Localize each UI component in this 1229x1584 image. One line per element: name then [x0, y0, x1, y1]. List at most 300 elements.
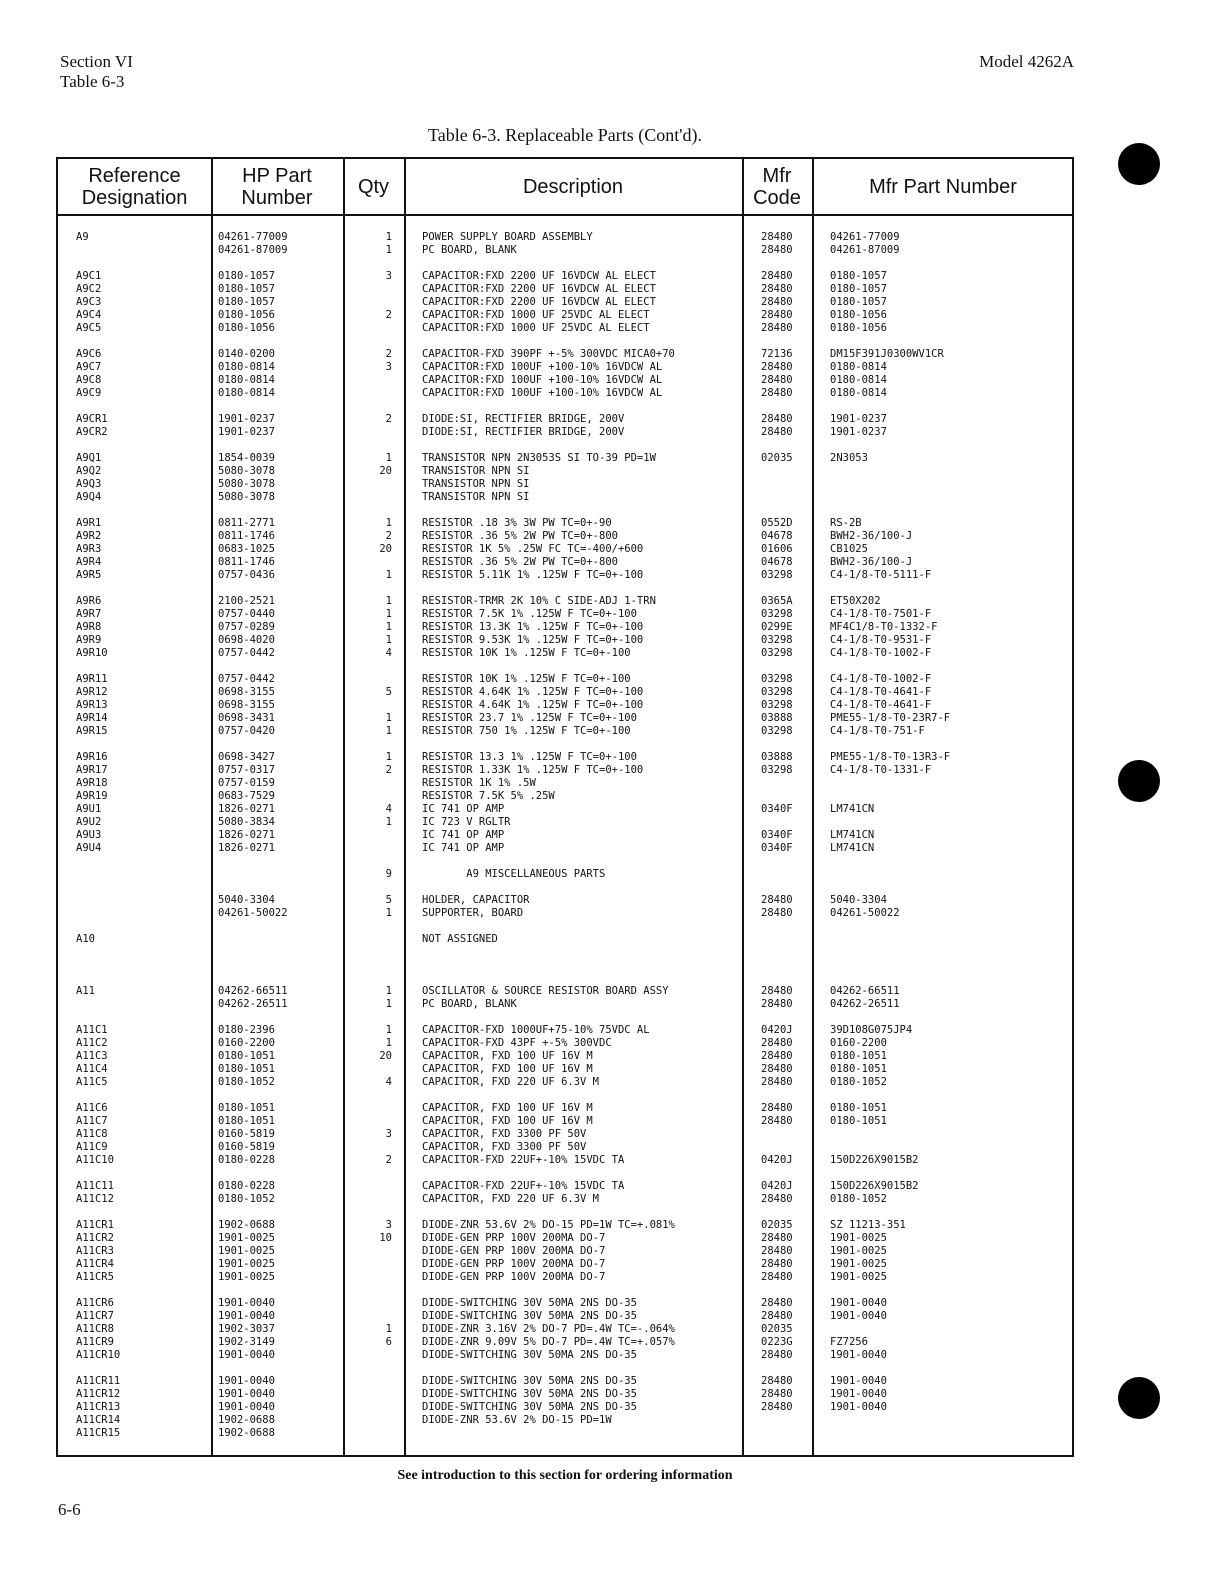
ref-designation: A9R16	[76, 751, 108, 763]
description: CAPACITOR, FXD 100 UF 16V M	[422, 1050, 593, 1062]
table-row	[58, 1037, 1072, 1050]
description: DIODE-ZNR 53.6V 2% DO-15 PD=1W	[422, 1414, 612, 1426]
table-row	[58, 231, 1072, 244]
mfr-part-number: 1901-0040	[830, 1310, 887, 1322]
table-row	[58, 673, 1072, 686]
mfr-code: 0223G	[761, 1336, 793, 1348]
description: IC 741 OP AMP	[422, 842, 505, 854]
description: DIODE-ZNR 9.09V 5% DO-7 PD=.4W TC=+.057%	[422, 1336, 675, 1348]
hp-part-number: 04261-50022	[218, 907, 288, 919]
mfr-code: 01606	[761, 543, 793, 555]
group-spacer	[58, 1011, 1072, 1024]
hp-part-number: 0698-3427	[218, 751, 275, 763]
mfr-part-number: 04261-87009	[830, 244, 900, 256]
group-spacer	[58, 257, 1072, 270]
table-row	[58, 569, 1072, 582]
ref-designation: A11C2	[76, 1037, 108, 1049]
description: DIODE-GEN PRP 100V 200MA DO-7	[422, 1232, 606, 1244]
hp-part-number: 0757-0159	[218, 777, 275, 789]
ref-designation: A9U2	[76, 816, 102, 828]
hp-part-number: 0180-1056	[218, 309, 275, 321]
table-row	[58, 426, 1072, 439]
description: CAPACITOR:FXD 2200 UF 16VDCW AL ELECT	[422, 283, 656, 295]
ref-designation: A11C6	[76, 1102, 108, 1114]
description: POWER SUPPLY BOARD ASSEMBLY	[422, 231, 593, 243]
mfr-code: 03298	[761, 725, 793, 737]
table-row	[58, 764, 1072, 777]
hp-part-number: 1826-0271	[218, 803, 275, 815]
description: DIODE-SWITCHING 30V 50MA 2NS DO-35	[422, 1375, 637, 1387]
mfr-part-number: C4-1/8-T0-7501-F	[830, 608, 932, 620]
table-row	[58, 1297, 1072, 1310]
mfr-part-number: 0180-1057	[830, 270, 887, 282]
hp-part-number: 1901-0040	[218, 1297, 275, 1309]
table-body	[58, 231, 1072, 1440]
ref-designation: A9CR1	[76, 413, 108, 425]
ref-designation: A11CR2	[76, 1232, 114, 1244]
mfr-part-number: 1901-0237	[830, 413, 887, 425]
hp-part-number: 1902-0688	[218, 1427, 275, 1439]
ref-designation: A9Q3	[76, 478, 102, 490]
description: RESISTOR .18 3% 3W PW TC=0+-90	[422, 517, 612, 529]
mfr-part-number: 1901-0040	[830, 1375, 887, 1387]
table-row	[58, 777, 1072, 790]
qty: 1	[385, 998, 392, 1010]
description: RESISTOR .36 5% 2W PW TC=0+-800	[422, 556, 618, 568]
mfr-code: 28480	[761, 985, 793, 997]
table-row	[58, 1401, 1072, 1414]
mfr-part-number: C4-1/8-T0-1002-F	[830, 647, 932, 659]
qty: 1	[385, 595, 392, 607]
mfr-part-number: 0180-0814	[830, 374, 887, 386]
mfr-code: 0420J	[761, 1154, 793, 1166]
ref-designation: A9CR2	[76, 426, 108, 438]
qty: 1	[385, 1323, 392, 1335]
description: CAPACITOR-FXD 43PF +-5% 300VDC	[422, 1037, 612, 1049]
hp-part-number: 0180-1051	[218, 1063, 275, 1075]
description: HOLDER, CAPACITOR	[422, 894, 530, 906]
mfr-code: 02035	[761, 1323, 793, 1335]
table-row	[58, 374, 1072, 387]
table-row	[58, 322, 1072, 335]
mfr-part-number: C4-1/8-T0-1331-F	[830, 764, 932, 776]
qty: 1	[385, 621, 392, 633]
description: CAPACITOR-FXD 1000UF+75-10% 75VDC AL	[422, 1024, 650, 1036]
mfr-part-number: C4-1/8-T0-4641-F	[830, 699, 932, 711]
description: CAPACITOR, FXD 220 UF 6.3V M	[422, 1076, 600, 1088]
mfr-code: 28480	[761, 1258, 793, 1270]
ref-designation: A9R5	[76, 569, 102, 581]
description: CAPACITOR-FXD 22UF+-10% 15VDC TA	[422, 1154, 625, 1166]
hp-part-number: 0757-0420	[218, 725, 275, 737]
mfr-part-number: FZ7256	[830, 1336, 868, 1348]
header-divider	[58, 214, 1072, 216]
mfr-part-number: ET50X202	[830, 595, 881, 607]
ref-designation: A9R9	[76, 634, 102, 646]
mfr-part-number: 0180-1051	[830, 1063, 887, 1075]
ref-designation: A11C3	[76, 1050, 108, 1062]
description: IC 741 OP AMP	[422, 829, 505, 841]
ref-designation: A11C8	[76, 1128, 108, 1140]
hp-part-number: 5080-3078	[218, 465, 275, 477]
hp-part-number: 1854-0039	[218, 452, 275, 464]
punch-hole	[1118, 1377, 1160, 1419]
table-row	[58, 699, 1072, 712]
mfr-part-number: 04261-77009	[830, 231, 900, 243]
hp-part-number: 5080-3834	[218, 816, 275, 828]
description: CAPACITOR:FXD 100UF +100-10% 16VDCW AL	[422, 361, 663, 373]
mfr-part-number: LM741CN	[830, 829, 875, 841]
table-row	[58, 816, 1072, 829]
mfr-code: 0365A	[761, 595, 793, 607]
table-row	[58, 894, 1072, 907]
description: CAPACITOR, FXD 3300 PF 50V	[422, 1141, 587, 1153]
description: DIODE-SWITCHING 30V 50MA 2NS DO-35	[422, 1388, 637, 1400]
description: DIODE-GEN PRP 100V 200MA DO-7	[422, 1245, 606, 1257]
hp-part-number: 0757-0442	[218, 673, 275, 685]
table-row	[58, 1050, 1072, 1063]
description: RESISTOR 1K 1% .5W	[422, 777, 536, 789]
mfr-part-number: 0180-0814	[830, 361, 887, 373]
hp-part-number: 0698-3155	[218, 686, 275, 698]
mfr-part-number: 04262-66511	[830, 985, 900, 997]
mfr-part-number: 1901-0237	[830, 426, 887, 438]
ref-designation: A11CR6	[76, 1297, 114, 1309]
table-row	[58, 1102, 1072, 1115]
ref-designation: A9C5	[76, 322, 102, 334]
group-spacer	[58, 972, 1072, 985]
table-row	[58, 907, 1072, 920]
table-row	[58, 1115, 1072, 1128]
table-row	[58, 621, 1072, 634]
description: TRANSISTOR NPN SI	[422, 491, 530, 503]
hp-part-number: 0180-2396	[218, 1024, 275, 1036]
mfr-part-number: 0160-2200	[830, 1037, 887, 1049]
group-spacer	[58, 1206, 1072, 1219]
group-spacer	[58, 400, 1072, 413]
description: RESISTOR .36 5% 2W PW TC=0+-800	[422, 530, 618, 542]
mfr-part-number: 0180-1051	[830, 1050, 887, 1062]
table-row	[58, 842, 1072, 855]
page-header-left	[60, 52, 133, 92]
group-spacer	[58, 1362, 1072, 1375]
description: PC BOARD, BLANK	[422, 998, 517, 1010]
mfr-part-number: 04262-26511	[830, 998, 900, 1010]
mfr-part-number: 0180-1051	[830, 1102, 887, 1114]
table-row	[58, 1128, 1072, 1141]
hp-part-number: 1901-0025	[218, 1245, 275, 1257]
table-row	[58, 1271, 1072, 1284]
hp-part-number: 1901-0025	[218, 1258, 275, 1270]
description: RESISTOR 4.64K 1% .125W F TC=0+-100	[422, 699, 644, 711]
table-row	[58, 1219, 1072, 1232]
group-spacer	[58, 582, 1072, 595]
ref-designation: A9Q2	[76, 465, 102, 477]
mfr-code: 28480	[761, 1076, 793, 1088]
group-spacer	[58, 946, 1072, 959]
ref-designation: A9R11	[76, 673, 108, 685]
table-row	[58, 244, 1072, 257]
mfr-code: 03298	[761, 673, 793, 685]
mfr-part-number: C4-1/8-T0-5111-F	[830, 569, 932, 581]
table-row	[58, 413, 1072, 426]
ref-designation: A11C12	[76, 1193, 114, 1205]
ref-designation: A9R7	[76, 608, 102, 620]
qty: 1	[385, 725, 392, 737]
table-reference: Table 6-3	[60, 72, 125, 91]
table-row	[58, 309, 1072, 322]
hp-part-number: 04262-66511	[218, 985, 288, 997]
table-row	[58, 790, 1072, 803]
table-row	[58, 348, 1072, 361]
description: CAPACITOR-FXD 390PF +-5% 300VDC MICA0+70	[422, 348, 675, 360]
table-row	[58, 751, 1072, 764]
mfr-part-number: C4-1/8-T0-4641-F	[830, 686, 932, 698]
hp-part-number: 0160-2200	[218, 1037, 275, 1049]
description: RESISTOR 13.3K 1% .125W F TC=0+-100	[422, 621, 644, 633]
hp-part-number: 1902-0688	[218, 1414, 275, 1426]
table-row	[58, 1245, 1072, 1258]
ref-designation: A9C3	[76, 296, 102, 308]
mfr-part-number: RS-2B	[830, 517, 862, 529]
description: DIODE:SI, RECTIFIER BRIDGE, 200V	[422, 426, 625, 438]
hp-part-number: 1826-0271	[218, 842, 275, 854]
hp-part-number: 0698-3155	[218, 699, 275, 711]
description: CAPACITOR, FXD 100 UF 16V M	[422, 1063, 593, 1075]
table-row	[58, 959, 1072, 972]
ref-designation: A9R18	[76, 777, 108, 789]
hp-part-number: 1901-0040	[218, 1349, 275, 1361]
mfr-code: 28480	[761, 1388, 793, 1400]
group-spacer	[58, 1284, 1072, 1297]
description: DIODE-ZNR 3.16V 2% DO-7 PD=.4W TC=-.064%	[422, 1323, 675, 1335]
table-row	[58, 491, 1072, 504]
mfr-code: 28480	[761, 296, 793, 308]
qty: 2	[385, 1154, 392, 1166]
mfr-code: 28480	[761, 309, 793, 321]
ref-designation: A11C7	[76, 1115, 108, 1127]
mfr-code: 28480	[761, 1063, 793, 1075]
qty: 1	[385, 985, 392, 997]
description: IC 723 V RGLTR	[422, 816, 511, 828]
mfr-part-number: 0180-1052	[830, 1193, 887, 1205]
mfr-code: 28480	[761, 1401, 793, 1413]
mfr-code: 03298	[761, 699, 793, 711]
description: CAPACITOR, FXD 100 UF 16V M	[422, 1115, 593, 1127]
group-spacer	[58, 738, 1072, 751]
group-spacer	[58, 660, 1072, 673]
hp-part-number: 04261-77009	[218, 231, 288, 243]
mfr-part-number: 1901-0040	[830, 1349, 887, 1361]
mfr-code: 28480	[761, 231, 793, 243]
description: CAPACITOR:FXD 1000 UF 25VDC AL ELECT	[422, 322, 650, 334]
section-label: Section VI	[60, 52, 133, 71]
mfr-code: 0299E	[761, 621, 793, 633]
mfr-part-number: BWH2-36/100-J	[830, 530, 913, 542]
hp-part-number: 0180-0228	[218, 1180, 275, 1192]
page-number: 6-6	[58, 1500, 81, 1519]
mfr-code: 28480	[761, 907, 793, 919]
description: TRANSISTOR NPN 2N3053S SI TO-39 PD=1W	[422, 452, 656, 464]
mfr-code: 03888	[761, 712, 793, 724]
table-row	[58, 1180, 1072, 1193]
description: DIODE-SWITCHING 30V 50MA 2NS DO-35	[422, 1401, 637, 1413]
hp-part-number: 0180-1051	[218, 1102, 275, 1114]
table-row	[58, 868, 1072, 881]
ref-designation: A11CR7	[76, 1310, 114, 1322]
hp-part-number: 0180-0814	[218, 361, 275, 373]
ref-designation: A9U1	[76, 803, 102, 815]
mfr-code: 28480	[761, 1115, 793, 1127]
table-row	[58, 283, 1072, 296]
table-row	[58, 608, 1072, 621]
hp-part-number: 0811-1746	[218, 530, 275, 542]
description: DIODE-GEN PRP 100V 200MA DO-7	[422, 1258, 606, 1270]
description: NOT ASSIGNED	[422, 933, 498, 945]
table-row	[58, 296, 1072, 309]
hp-part-number: 1901-0025	[218, 1271, 275, 1283]
hp-part-number: 0698-3431	[218, 712, 275, 724]
qty: 1	[385, 907, 392, 919]
hp-part-number: 0180-1057	[218, 296, 275, 308]
qty: 20	[379, 465, 392, 477]
description: RESISTOR 1K 5% .25W FC TC=-400/+600	[422, 543, 644, 555]
ref-designation: A11C10	[76, 1154, 114, 1166]
qty: 1	[385, 244, 392, 256]
table-row	[58, 530, 1072, 543]
hp-part-number: 1901-0040	[218, 1310, 275, 1322]
qty: 5	[385, 686, 392, 698]
mfr-code: 28480	[761, 270, 793, 282]
group-spacer	[58, 855, 1072, 868]
table-row	[58, 712, 1072, 725]
mfr-part-number: LM741CN	[830, 842, 875, 854]
ref-designation: A9R14	[76, 712, 108, 724]
ref-designation: A11CR1	[76, 1219, 114, 1231]
ref-designation: A11C11	[76, 1180, 114, 1192]
group-spacer	[58, 335, 1072, 348]
hp-part-number: 0180-0228	[218, 1154, 275, 1166]
table-row	[58, 933, 1072, 946]
ref-designation: A11CR10	[76, 1349, 121, 1361]
mfr-code: 04678	[761, 530, 793, 542]
mfr-code: 0340F	[761, 803, 793, 815]
group-spacer	[58, 439, 1072, 452]
qty: 3	[385, 1128, 392, 1140]
mfr-code: 28480	[761, 1245, 793, 1257]
ref-designation: A11CR4	[76, 1258, 114, 1270]
qty: 1	[385, 751, 392, 763]
qty: 3	[385, 361, 392, 373]
mfr-code: 0340F	[761, 842, 793, 854]
ref-designation: A9C4	[76, 309, 102, 321]
mfr-part-number: 1901-0040	[830, 1388, 887, 1400]
ref-designation: A9Q4	[76, 491, 102, 503]
mfr-code: 28480	[761, 1232, 793, 1244]
description: TRANSISTOR NPN SI	[422, 465, 530, 477]
ref-designation: A9R13	[76, 699, 108, 711]
mfr-code: 28480	[761, 1037, 793, 1049]
mfr-code: 0552D	[761, 517, 793, 529]
mfr-code: 03298	[761, 634, 793, 646]
mfr-code: 28480	[761, 998, 793, 1010]
mfr-part-number: C4-1/8-T0-751-F	[830, 725, 925, 737]
qty: 1	[385, 452, 392, 464]
hp-part-number: 0683-7529	[218, 790, 275, 802]
ref-designation: A11C1	[76, 1024, 108, 1036]
description: DIODE-SWITCHING 30V 50MA 2NS DO-35	[422, 1349, 637, 1361]
description: CAPACITOR, FXD 100 UF 16V M	[422, 1102, 593, 1114]
mfr-part-number: 1901-0025	[830, 1258, 887, 1270]
ref-designation: A10	[76, 933, 95, 945]
parts-table	[56, 157, 1074, 1457]
table-row	[58, 543, 1072, 556]
mfr-code: 28480	[761, 322, 793, 334]
qty: 1	[385, 1024, 392, 1036]
hp-part-number: 0180-1051	[218, 1050, 275, 1062]
description: RESISTOR 9.53K 1% .125W F TC=0+-100	[422, 634, 644, 646]
description: CAPACITOR:FXD 100UF +100-10% 16VDCW AL	[422, 374, 663, 386]
mfr-code: 03298	[761, 686, 793, 698]
table-row	[58, 998, 1072, 1011]
mfr-code: 28480	[761, 1102, 793, 1114]
group-spacer	[58, 1089, 1072, 1102]
description: RESISTOR 4.64K 1% .125W F TC=0+-100	[422, 686, 644, 698]
ref-designation: A11C9	[76, 1141, 108, 1153]
description: A9 MISCELLANEOUS PARTS	[422, 868, 606, 880]
hp-part-number: 0180-1051	[218, 1115, 275, 1127]
mfr-part-number: 0180-1057	[830, 296, 887, 308]
hp-part-number: 0757-0442	[218, 647, 275, 659]
description: RESISTOR 13.3 1% .125W F TC=0+-100	[422, 751, 637, 763]
mfr-part-number: 04261-50022	[830, 907, 900, 919]
mfr-part-number: 1901-0040	[830, 1401, 887, 1413]
hp-part-number: 0811-2771	[218, 517, 275, 529]
ref-designation: A11CR5	[76, 1271, 114, 1283]
punch-hole	[1118, 143, 1160, 185]
mfr-code: 0420J	[761, 1180, 793, 1192]
table-row	[58, 1427, 1072, 1440]
table-row	[58, 1193, 1072, 1206]
mfr-part-number: PME55-1/8-T0-23R7-F	[830, 712, 951, 724]
ref-designation: A11CR14	[76, 1414, 121, 1426]
qty: 3	[385, 270, 392, 282]
table-row	[58, 1063, 1072, 1076]
table-row	[58, 595, 1072, 608]
hp-part-number: 0757-0440	[218, 608, 275, 620]
table-row	[58, 478, 1072, 491]
table-row	[58, 1414, 1072, 1427]
mfr-part-number: LM741CN	[830, 803, 875, 815]
description: RESISTOR 23.7 1% .125W F TC=0+-100	[422, 712, 637, 724]
ref-designation: A11CR13	[76, 1401, 121, 1413]
mfr-code: 02035	[761, 1219, 793, 1231]
punch-hole	[1118, 760, 1160, 802]
qty: 9	[385, 868, 392, 880]
ref-designation: A9R8	[76, 621, 102, 633]
ref-designation: A9U3	[76, 829, 102, 841]
qty: 1	[385, 634, 392, 646]
group-spacer	[58, 504, 1072, 517]
table-row	[58, 1258, 1072, 1271]
mfr-code: 0420J	[761, 1024, 793, 1036]
mfr-part-number: C4-1/8-T0-9531-F	[830, 634, 932, 646]
table-row	[58, 1349, 1072, 1362]
qty: 4	[385, 803, 392, 815]
mfr-part-number: SZ 11213-351	[830, 1219, 906, 1231]
description: TRANSISTOR NPN SI	[422, 478, 530, 490]
description: RESISTOR 10K 1% .125W F TC=0+-100	[422, 673, 631, 685]
